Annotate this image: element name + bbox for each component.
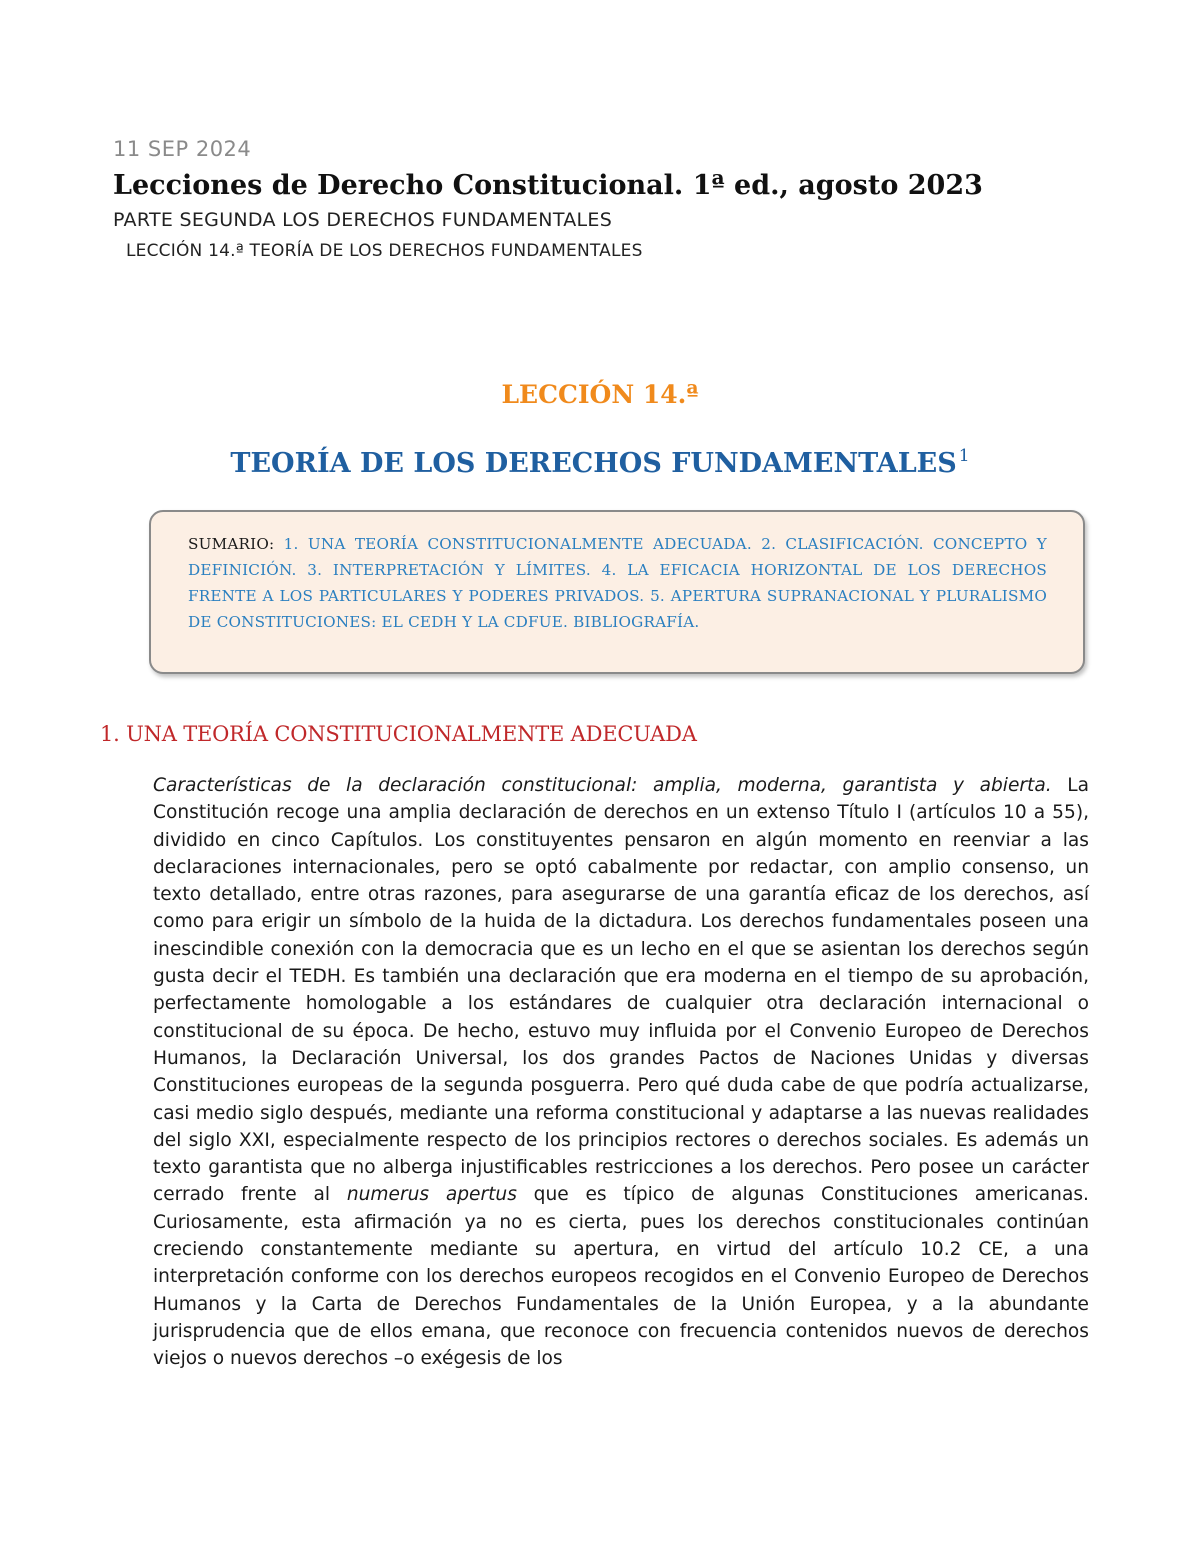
section-1-paragraph [153, 772, 1089, 1373]
document-date: 11 SEP 2024 [113, 137, 252, 161]
paragraph-text-1: La Constitución recoge una amplia declaración de derechos en un extenso Título I (artículos 10 a 55), dividido en cinco Capítulos. Los constituyentes pensaron en algún momento en reenviar a las declaraciones internacionales, pero se optó cabalmente por redactar, con amplio consenso, un texto detallado, entre otras razones, para asegurarse de una garantía eficaz de los derechos, así como para erigir un símbolo de la huida de la dictadura. Los derechos fundamentales poseen una inescindible conexión con la democracia que es un lecho en el que se asientan los derechos según gusta decir el TEDH. Es también una declaración que era moderna en el tiempo de su aprobación, perfectamente homologable a los estándares de cualquier otra declaración internacional o constitucional de su época. De hecho, estuvo muy influida por el Convenio Europeo de Derechos Humanos, la Declaración Universal, los dos grandes Pactos de Naciones Unidas y diversas Constituciones europeas de la segunda posguerra. Pero qué duda cabe de que podría actualizarse, casi medio siglo después, mediante una reforma constitucional y adaptarse a las nuevas realidades del siglo XXI, especialmente respecto de los principios rectores o derechos sociales. Es además un texto garantista que no alberga injustificables restricciones a los derechos. Pero posee un carácter cerrado frente al [153, 775, 1089, 1206]
paragraph-lead: Características de la declaración constitucional: amplia, moderna, garantista y abierta. [153, 775, 1052, 796]
paragraph-text-2: que es típico de algunas Constituciones americanas. Curiosamente, esta afirmación ya no es cierta, pues los derechos constitucionales continúan creciendo constantemente mediante su apertura, en virtud del artículo 10.2 CE, a una interpretación conforme con los derechos europeos recogidos en el Convenio Europeo de Derechos Humanos y la Carta de Derechos Fundamentales de la Unión Europea, y a la abundante jurisprudencia que de ellos emana, que reconoce con frecuencia contenidos nuevos de derechos viejos o nuevos derechos –o exégesis de los [153, 1184, 1089, 1370]
lesson-breadcrumb: LECCIÓN 14.ª TEORÍA DE LOS DERECHOS FUNDAMENTALES [126, 241, 643, 261]
summary-content [188, 531, 1047, 635]
summary-box [149, 510, 1085, 674]
chapter-title-text: TEORÍA DE LOS DERECHOS FUNDAMENTALES [230, 448, 957, 479]
footnote-marker[interactable]: 1 [958, 446, 970, 466]
part-breadcrumb: PARTE SEGUNDA LOS DERECHOS FUNDAMENTALES [113, 209, 613, 231]
summary-items: 1. UNA TEORÍA CONSTITUCIONALMENTE ADECUADA. 2. CLASIFICACIÓN. CONCEPTO Y DEFINICIÓN. 3. INTERPRETACIÓN Y LÍMITES. 4. LA EFICACIA HORIZONTAL DE LOS DERECHOS FRENTE A LOS PARTICULARES Y PODERES PRIVADOS. 5. APERTURA SUPRANACIONAL Y PLURALISMO DE CONSTITUCIONES: EL CEDH Y LA CDFUE. BIBLIOGRAFÍA. [188, 535, 1047, 631]
summary-label: SUMARIO: [188, 535, 275, 553]
chapter-title [0, 448, 1200, 479]
latin-term: numerus apertus [346, 1184, 517, 1206]
book-title: Lecciones de Derecho Constitucional. 1ª ed., agosto 2023 [113, 170, 983, 201]
section-1-heading: 1. UNA TEORÍA CONSTITUCIONALMENTE ADECUADA [100, 722, 697, 746]
lesson-number-heading: LECCIÓN 14.ª [501, 380, 699, 409]
